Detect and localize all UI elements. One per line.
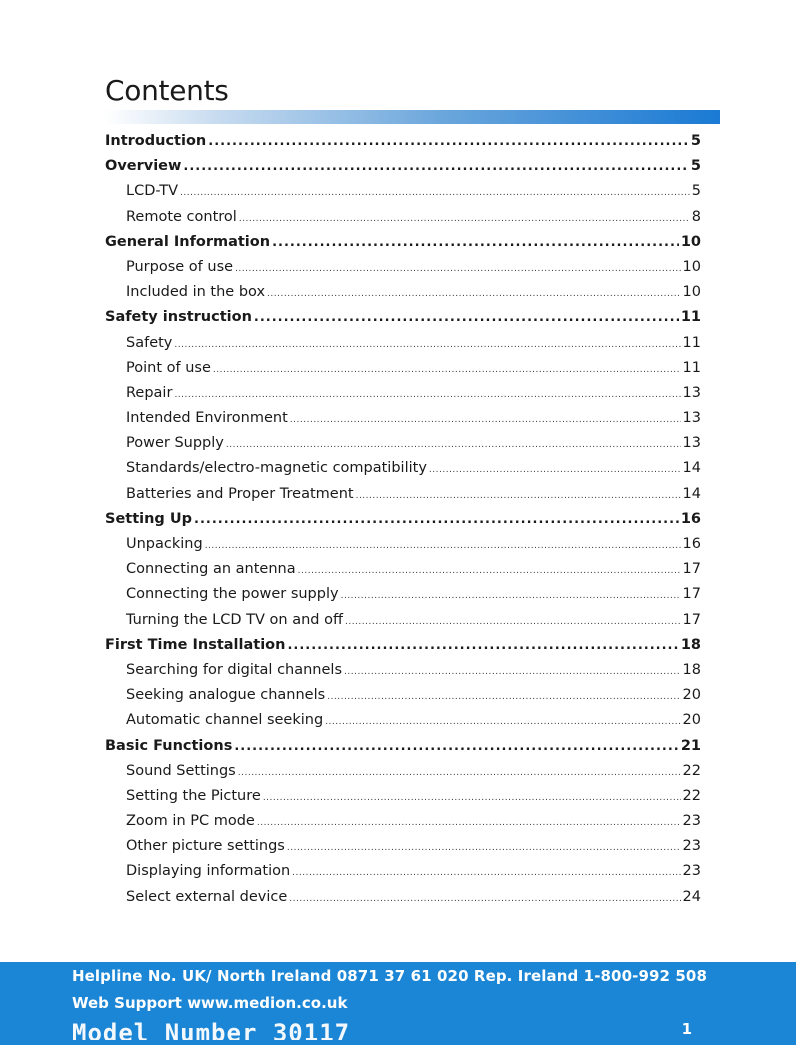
toc-dot-leader [325,710,680,735]
toc-entry-label: Select external device [126,888,288,905]
toc-dot-leader [208,129,689,154]
toc-entry-page: 11 [680,309,701,326]
web-support-text: Web Support www.medion.co.uk [72,994,348,1012]
toc-subsection-entry[interactable] [105,859,701,884]
toc-entry-page: 16 [680,510,701,527]
toc-entry-page: 10 [682,284,701,301]
toc-subsection-entry[interactable] [105,456,701,481]
toc-dot-leader [327,685,680,710]
toc-dot-leader [226,433,681,458]
toc-entry-page: 5 [690,133,701,149]
toc-entry-page: 14 [682,485,701,502]
toc-dot-leader [287,633,678,658]
toc-entry-page: 5 [690,158,701,175]
toc-entry-label: Safety [126,334,173,351]
toc-entry-label: Intended Environment [126,410,288,427]
toc-entry-page: 11 [682,334,701,351]
toc-entry-page: 5 [691,183,701,200]
toc-entry-label: Displaying information [126,863,291,880]
toc-subsection-entry[interactable] [105,331,701,356]
toc-entry-page: 23 [682,838,701,855]
table-of-contents [105,129,701,910]
toc-entry-page: 23 [682,863,701,880]
toc-entry-label: Overview [105,158,182,175]
toc-entry-label: Connecting the power supply [126,586,339,603]
toc-entry-page: 17 [682,586,701,603]
toc-entry-page: 22 [682,787,701,804]
toc-entry-page: 14 [682,460,701,477]
toc-entry-label: LCD-TV [126,183,179,200]
toc-dot-leader [292,861,680,886]
toc-entry-page: 22 [682,762,701,779]
toc-dot-leader [174,333,680,358]
toc-entry-page: 20 [682,712,701,729]
toc-entry-page: 16 [682,536,701,552]
toc-dot-leader [345,610,681,635]
toc-section-entry[interactable] [105,633,701,658]
toc-entry-label: Setting Up [105,510,193,527]
toc-section-entry[interactable] [105,507,701,532]
toc-section-entry[interactable] [105,129,701,154]
toc-subsection-entry[interactable] [105,557,701,582]
toc-dot-leader [263,786,681,811]
toc-entry-page: 10 [680,233,701,250]
toc-subsection-entry[interactable] [105,658,701,683]
toc-subsection-entry[interactable] [105,809,701,834]
toc-subsection-entry[interactable] [105,179,701,204]
toc-subsection-entry[interactable] [105,784,701,809]
toc-entry-label: Turning the LCD TV on and off [126,611,343,628]
toc-dot-leader [239,207,690,232]
helpline-text: Helpline No. UK/ North Ireland 0871 37 61 020 Rep. Ireland 1-800-992 508 [72,967,708,985]
toc-entry-page: 18 [680,636,701,653]
toc-dot-leader [289,887,680,912]
toc-entry-page: 21 [680,737,701,754]
toc-section-entry[interactable] [105,305,701,330]
toc-dot-leader [194,507,679,532]
toc-subsection-entry[interactable] [105,834,701,859]
toc-entry-label: Sound Settings [126,762,236,779]
toc-dot-leader [287,836,681,861]
toc-section-entry[interactable] [105,154,701,179]
toc-dot-leader [257,811,681,836]
toc-dot-leader [238,761,681,786]
toc-dot-leader [356,484,681,509]
toc-subsection-entry[interactable] [105,759,701,784]
toc-subsection-entry[interactable] [105,708,701,733]
toc-entry-label: Power Supply [126,435,224,452]
toc-subsection-entry[interactable] [105,482,701,507]
toc-entry-label: Zoom in PC mode [126,813,255,830]
toc-entry-label: Seeking analogue channels [126,687,326,704]
toc-dot-leader [234,734,678,759]
toc-section-entry[interactable] [105,230,701,255]
toc-entry-label: Repair [126,384,173,401]
toc-subsection-entry[interactable] [105,582,701,607]
model-number-text: Model Number 30117 [72,1020,351,1040]
toc-dot-leader [174,383,680,408]
toc-subsection-entry[interactable] [105,280,701,305]
toc-entry-page: 18 [682,661,701,678]
toc-entry-page: 11 [682,359,701,376]
toc-entry-label: Included in the box [126,284,266,301]
toc-dot-leader [272,230,679,255]
toc-dot-leader [298,559,681,584]
toc-subsection-entry[interactable] [105,381,701,406]
toc-dot-leader [254,305,679,330]
toc-subsection-entry[interactable] [105,356,701,381]
toc-entry-page: 24 [682,888,701,905]
toc-entry-label: First Time Installation [105,636,286,653]
toc-entry-page: 17 [682,561,701,578]
toc-subsection-entry[interactable] [105,532,701,557]
toc-entry-label: General Information [105,233,271,250]
toc-dot-leader [267,282,681,307]
toc-entry-page: 8 [691,208,701,225]
toc-subsection-entry[interactable] [105,608,701,633]
toc-dot-leader [180,181,690,206]
toc-entry-label: Basic Functions [105,737,233,754]
toc-entry-page: 23 [682,813,701,830]
toc-entry-label: Introduction [105,133,207,149]
footer-bar [0,962,796,1045]
toc-entry-page: 13 [682,435,701,452]
toc-entry-page: 13 [682,410,701,427]
toc-dot-leader [205,534,681,559]
toc-dot-leader [429,458,681,483]
toc-entry-label: Unpacking [126,536,203,552]
toc-subsection-entry[interactable] [105,683,701,708]
toc-subsection-entry[interactable] [105,885,701,910]
toc-entry-label: Safety instruction [105,309,252,326]
toc-entry-label: Other picture settings [126,838,285,855]
toc-entry-label: Batteries and Proper Treatment [126,485,354,502]
toc-section-entry[interactable] [105,734,701,759]
toc-entry-label: Standards/electro-magnetic compatibility [126,460,427,477]
toc-entry-label: Setting the Picture [126,787,261,804]
toc-dot-leader [344,660,681,685]
toc-dot-leader [183,154,688,179]
toc-entry-page: 17 [682,611,701,628]
toc-subsection-entry[interactable] [105,431,701,456]
toc-entry-label: Searching for digital channels [126,661,342,678]
toc-subsection-entry[interactable] [105,205,701,230]
toc-entry-label: Purpose of use [126,258,234,275]
toc-dot-leader [235,257,680,282]
toc-entry-label: Automatic channel seeking [126,712,324,729]
toc-entry-label: Connecting an antenna [126,561,296,578]
toc-entry-label: Point of use [126,359,211,376]
toc-entry-page: 20 [682,687,701,704]
toc-entry-page: 10 [682,258,701,275]
toc-entry-label: Remote control [126,208,237,225]
toc-entry-page: 13 [682,384,701,401]
toc-subsection-entry[interactable] [105,255,701,280]
toc-subsection-entry[interactable] [105,406,701,431]
page-title: Contents [105,74,229,107]
toc-dot-leader [213,358,681,383]
toc-dot-leader [341,584,681,609]
page-number: 1 [681,1020,692,1038]
title-gradient-rule [105,110,720,124]
toc-dot-leader [290,408,681,433]
